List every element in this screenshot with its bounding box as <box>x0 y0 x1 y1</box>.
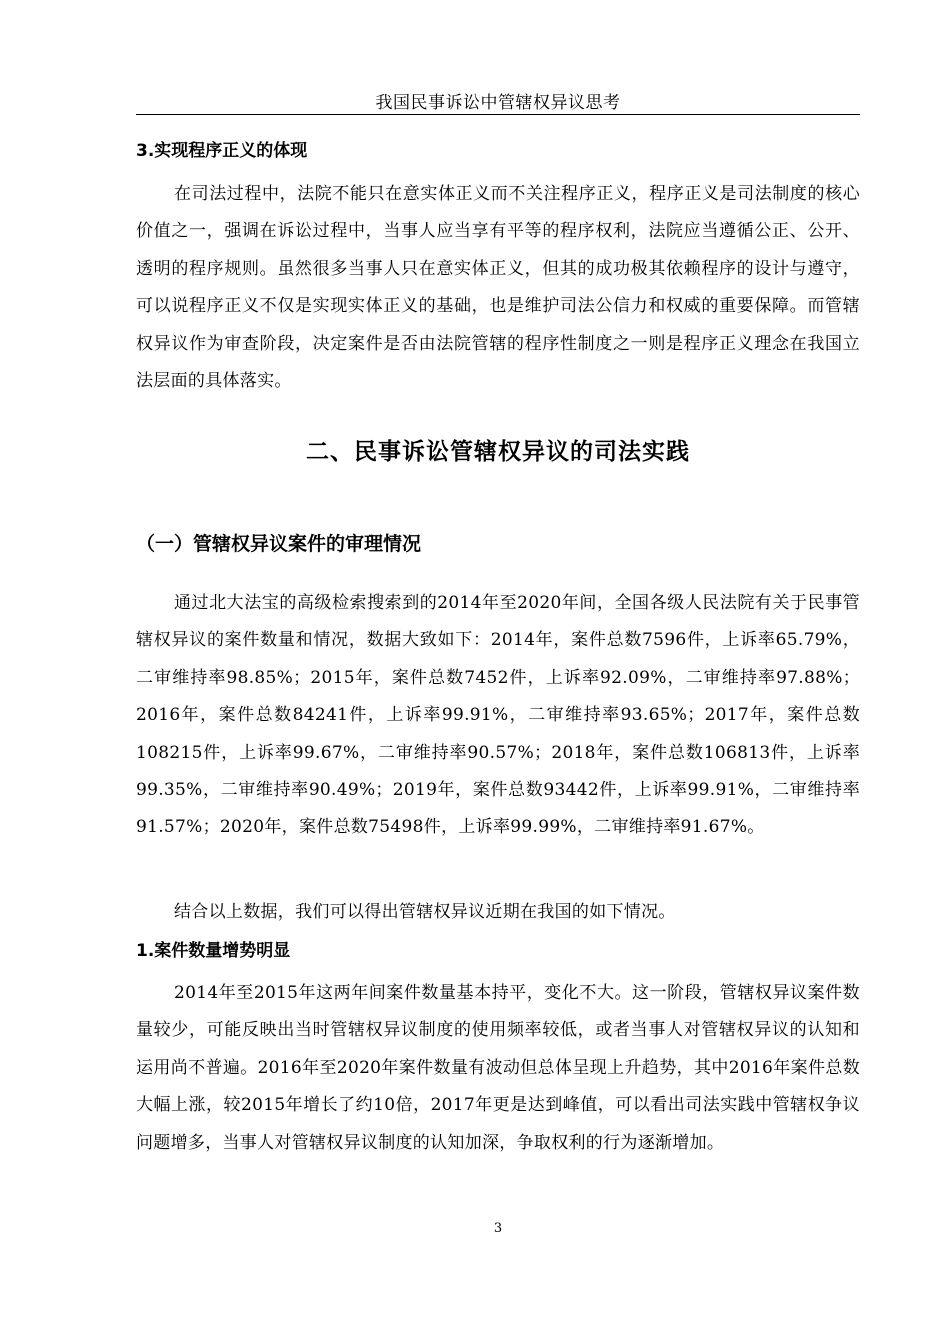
section-3-heading: 3.实现程序正义的体现 <box>136 141 308 161</box>
header-rule <box>136 114 860 115</box>
point-1-heading: 1.案件数量增势明显 <box>136 941 291 961</box>
statistics-paragraph: 通过北大法宝的高级检索搜索到的2014年至2020年间，全国各级人民法院有关于民事管辖权异议的案件数量和情况，数据大致如下：2014年，案件总数7596件，上诉率65.79%，二审维持率98.85%；2015年，案件总数7452件，上诉率92.09%，二审维持率97.88%；2016年，案件总数84241件，上诉率99.91%，二审维持率93.65%；2017年，案件总数108215件，上诉率99.67%，二审维持率90.57%；2018年，案件总数106813件，上诉率99.35%，二审维持率90.49%；2019年，案件总数93442件，上诉率99.91%，二审维持率91.57%；2020年，案件总数75498件，上诉率99.99%，二审维持率91.67%。 <box>136 593 860 838</box>
summary-paragraph: 结合以上数据，我们可以得出管辖权异议近期在我国的如下情况。 <box>174 902 676 922</box>
subsection-title: （一）管辖权异议案件的审理情况 <box>136 533 422 555</box>
point-1-paragraph: 2014年至2015年这两年间案件数量基本持平，变化不大。这一阶段，管辖权异议案件数量较少，可能反映出当时管辖权异议制度的使用频率较低，或者当事人对管辖权异议的认知和运用尚不普遍。2016年至2020年案件数量有波动但总体呈现上升趋势，其中2016年案件总数大幅上涨，较2015年增长了约10倍，2017年更是达到峰值，可以看出司法实践中管辖权争议问题增多，当事人对管辖权异议制度的认知加深，争取权利的行为逐渐增加。 <box>136 983 860 1153</box>
running-header: 我国民事诉讼中管辖权异议思考 <box>375 93 621 113</box>
section-3-paragraph: 在司法过程中，法院不能只在意实体正义而不关注程序正义，程序正义是司法制度的核心价值之一，强调在诉讼过程中，当事人应当享有平等的程序权利，法院应当遵循公正、公开、透明的程序规则。虽然很多当事人只在意实体正义，但其的成功极其依赖程序的设计与遵守，可以说程序正义不仅是实现实体正义的基础，也是维护司法公信力和权威的重要保障。而管辖权异议作为审查阶段，决定案件是否由法院管辖的程序性制度之一则是程序正义理念在我国立法层面的具体落实。 <box>136 184 860 392</box>
page-number: 3 <box>493 1221 503 1236</box>
chapter-title: 二、民事诉讼管辖权异议的司法实践 <box>306 439 690 465</box>
